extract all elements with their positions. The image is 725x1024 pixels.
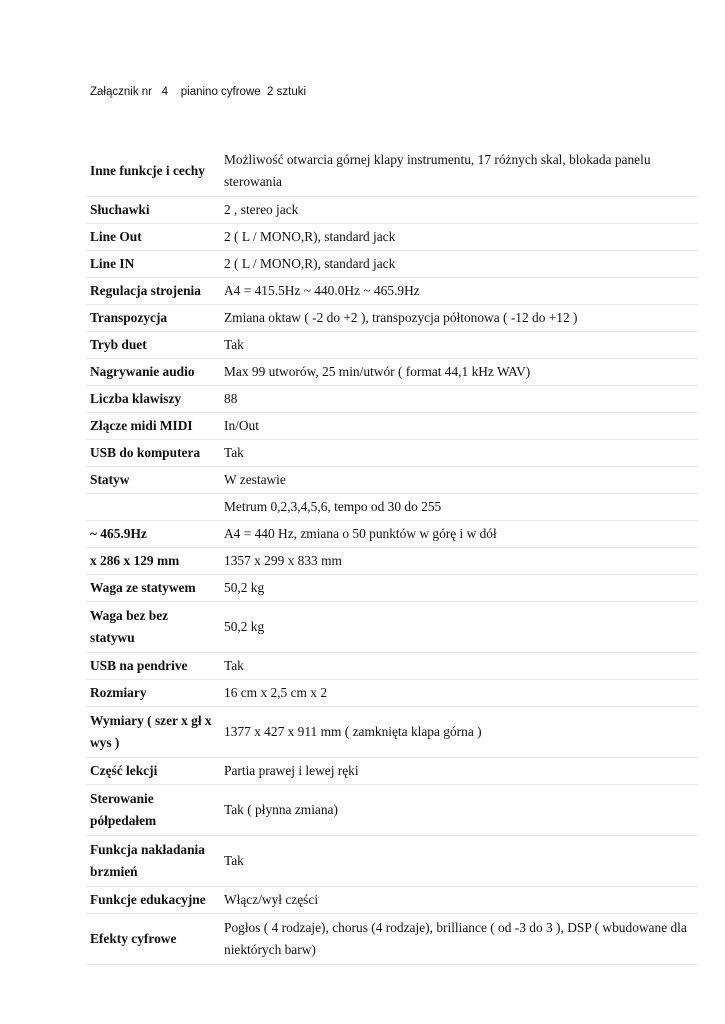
row-label: Waga bez bez statywu xyxy=(86,602,220,653)
row-label: Tryb duet xyxy=(86,332,220,359)
row-label: Część lekcji xyxy=(86,758,220,785)
table-row xyxy=(86,467,698,494)
row-label: USB na pendrive xyxy=(86,653,220,680)
row-value: Partia prawej i lewej ręki xyxy=(220,758,698,785)
row-label: Liczba klawiszy xyxy=(86,386,220,413)
attachment-header: Załącznik nr 4 pianino cyfrowe 2 sztuki xyxy=(90,86,307,98)
row-label xyxy=(86,494,220,521)
row-label: ~ 465.9Hz xyxy=(86,521,220,548)
row-label: Waga ze statywem xyxy=(86,575,220,602)
table-row xyxy=(86,278,698,305)
row-label: Line Out xyxy=(86,224,220,251)
row-value: 2 ( L / MONO,R), standard jack xyxy=(220,251,698,278)
row-value: Włącz/wył części xyxy=(220,887,698,914)
row-label: Inne funkcje i cechy xyxy=(86,146,220,197)
row-value: Max 99 utworów, 25 min/utwór ( format 44,1 kHz WAV) xyxy=(220,359,698,386)
table-row xyxy=(86,758,698,785)
row-value: A4 = 440 Hz, zmiana o 50 punktów w górę i w dół xyxy=(220,521,698,548)
row-label: Line IN xyxy=(86,251,220,278)
table-row xyxy=(86,413,698,440)
row-label: Funkcje edukacyjne xyxy=(86,887,220,914)
row-label: Rozmiary xyxy=(86,680,220,707)
row-label: Sterowanie półpedałem xyxy=(86,785,220,836)
row-label: Funkcja nakładania brzmień xyxy=(86,836,220,887)
row-label: Transpozycja xyxy=(86,305,220,332)
spec-table xyxy=(86,146,698,965)
row-value: 50,2 kg xyxy=(220,575,698,602)
table-row xyxy=(86,836,698,887)
row-value: Tak xyxy=(220,836,698,887)
table-row xyxy=(86,602,698,653)
table-row xyxy=(86,548,698,575)
table-row xyxy=(86,494,698,521)
table-row xyxy=(86,197,698,224)
row-value: Zmiana oktaw ( -2 do +2 ), transpozycja półtonowa ( -12 do +12 ) xyxy=(220,305,698,332)
row-value: Tak xyxy=(220,653,698,680)
table-row xyxy=(86,785,698,836)
table-row xyxy=(86,914,698,965)
row-value: 2 , stereo jack xyxy=(220,197,698,224)
row-label: x 286 x 129 mm xyxy=(86,548,220,575)
table-row xyxy=(86,440,698,467)
table-row xyxy=(86,332,698,359)
table-row xyxy=(86,707,698,758)
row-label: Wymiary ( szer x gł x wys ) xyxy=(86,707,220,758)
table-row xyxy=(86,251,698,278)
row-value: 16 cm x 2,5 cm x 2 xyxy=(220,680,698,707)
table-row xyxy=(86,887,698,914)
row-value: 88 xyxy=(220,386,698,413)
table-row xyxy=(86,575,698,602)
row-value: 1357 x 299 x 833 mm xyxy=(220,548,698,575)
row-value: A4 = 415.5Hz ~ 440.0Hz ~ 465.9Hz xyxy=(220,278,698,305)
table-row xyxy=(86,359,698,386)
row-value: 50,2 kg xyxy=(220,602,698,653)
row-label: USB do komputera xyxy=(86,440,220,467)
row-value: Metrum 0,2,3,4,5,6, tempo od 30 do 255 xyxy=(220,494,698,521)
table-row xyxy=(86,224,698,251)
row-value: Tak xyxy=(220,440,698,467)
row-value: Tak ( płynna zmiana) xyxy=(220,785,698,836)
row-value: W zestawie xyxy=(220,467,698,494)
row-value: 2 ( L / MONO,R), standard jack xyxy=(220,224,698,251)
row-value: Możliwość otwarcia górnej klapy instrumentu, 17 różnych skal, blokada panelu sterowania xyxy=(220,146,698,197)
row-label: Nagrywanie audio xyxy=(86,359,220,386)
row-label: Słuchawki xyxy=(86,197,220,224)
row-label: Statyw xyxy=(86,467,220,494)
table-row xyxy=(86,146,698,197)
table-row xyxy=(86,386,698,413)
row-label: Regulacja strojenia xyxy=(86,278,220,305)
table-row xyxy=(86,680,698,707)
row-value: Pogłos ( 4 rodzaje), chorus (4 rodzaje), brilliance ( od -3 do 3 ), DSP ( wbudowane dla niektórych barw) xyxy=(220,914,698,965)
table-row xyxy=(86,653,698,680)
row-value: 1377 x 427 x 911 mm ( zamknięta klapa górna ) xyxy=(220,707,698,758)
table-row xyxy=(86,305,698,332)
row-label: Złącze midi MIDI xyxy=(86,413,220,440)
row-label: Efekty cyfrowe xyxy=(86,914,220,965)
table-row xyxy=(86,521,698,548)
row-value: In/Out xyxy=(220,413,698,440)
row-value: Tak xyxy=(220,332,698,359)
